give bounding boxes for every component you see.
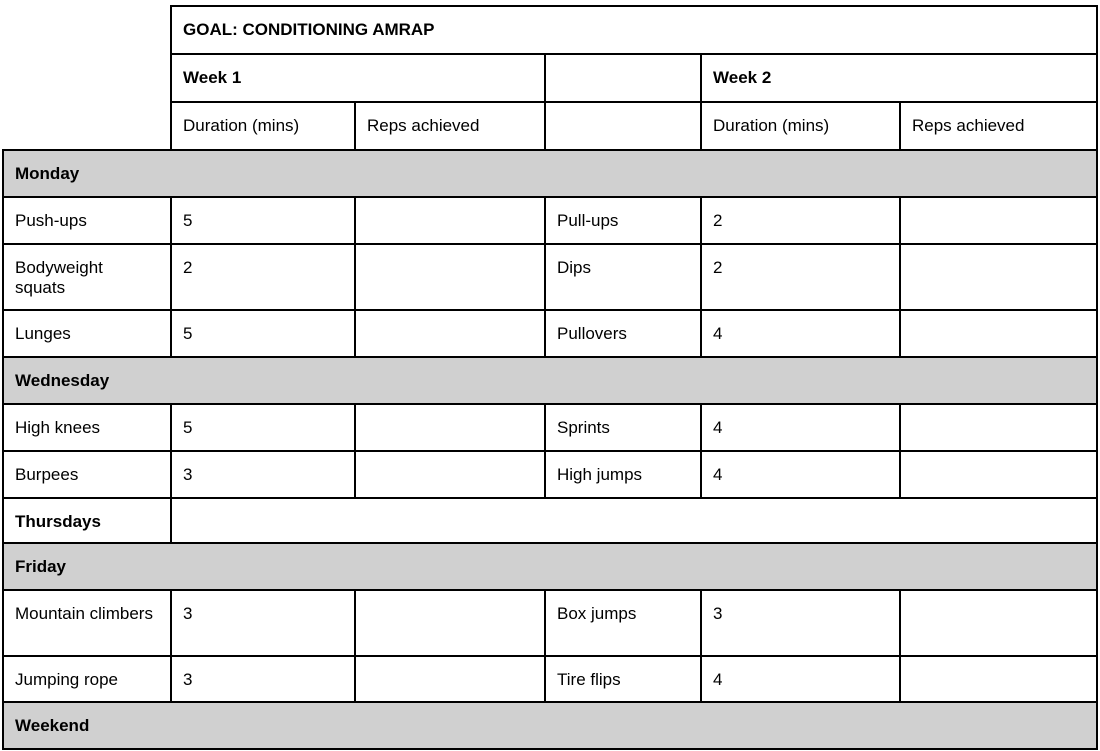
- grid-line: [3, 149, 1098, 151]
- exercise-week1: Mountain climbers: [15, 604, 153, 623]
- duration-week2: 2: [713, 211, 723, 230]
- duration-week2: 2: [713, 258, 723, 277]
- grid-line: [544, 589, 546, 703]
- grid-line: [170, 403, 172, 544]
- grid-line: [354, 589, 356, 703]
- grid-line: [170, 5, 172, 151]
- grid-line: [899, 101, 901, 151]
- exercise-week2: Tire flips: [557, 670, 621, 689]
- grid-line: [1096, 5, 1098, 750]
- table-row: [3, 197, 1098, 244]
- duration-week1: 3: [183, 465, 193, 484]
- table-row: [3, 310, 1098, 357]
- grid-line: [3, 196, 1098, 198]
- week1-label: Week 1: [183, 68, 242, 87]
- grid-line: [3, 655, 1098, 657]
- day-row-weekend: [3, 702, 1098, 749]
- grid-line: [899, 589, 901, 703]
- grid-line: [700, 53, 702, 151]
- exercise-week1: Push-ups: [15, 211, 87, 230]
- duration-week1: 3: [183, 670, 193, 689]
- week2-reps-header: [900, 102, 1098, 150]
- table-row: [3, 404, 1098, 451]
- grid-line: [3, 701, 1098, 703]
- exercise-week2: Dips: [557, 258, 592, 277]
- week1-header-cell: [171, 54, 545, 102]
- table-row: [3, 451, 1098, 498]
- day-label-wednesday: Wednesday: [15, 371, 110, 390]
- day-label-thursday: Thursdays: [15, 512, 101, 531]
- column-header: Reps achieved: [912, 116, 1025, 135]
- grid-line: [354, 101, 356, 151]
- week2-header-cell: [701, 54, 1098, 102]
- duration-week1: 3: [183, 604, 193, 623]
- grid-line: [3, 589, 1098, 591]
- grid-line: [700, 403, 702, 499]
- grid-line: [544, 403, 546, 499]
- day-row-friday: [3, 543, 1098, 590]
- grid-line: [170, 589, 172, 703]
- goal-title-cell: [171, 6, 1098, 54]
- day-label-friday: Friday: [15, 557, 67, 576]
- grid-line: [3, 497, 1098, 499]
- duration-week2: 4: [713, 670, 723, 689]
- day-row-monday: [3, 150, 1098, 197]
- grid-line: [899, 403, 901, 499]
- grid-line: [899, 196, 901, 358]
- exercise-week1: Lunges: [15, 324, 71, 343]
- goal-title: GOAL: CONDITIONING AMRAP: [183, 20, 435, 39]
- duration-week2: 4: [713, 324, 723, 343]
- exercise-week1: Bodyweight squats: [15, 258, 103, 297]
- exercise-week1: High knees: [15, 418, 101, 437]
- exercise-week2: High jumps: [557, 465, 643, 484]
- duration-week1: 5: [183, 418, 193, 437]
- grid-line: [3, 309, 1098, 311]
- exercise-week2: Pull-ups: [557, 211, 619, 230]
- duration-week2: 3: [713, 604, 723, 623]
- day-row-thursday: [3, 498, 171, 543]
- grid-line: [3, 450, 1098, 452]
- grid-line: [544, 196, 546, 358]
- week2-label: Week 2: [713, 68, 772, 87]
- week2-duration-header: [701, 102, 900, 150]
- grid-line: [700, 589, 702, 703]
- grid-line: [354, 196, 356, 358]
- week1-reps-header: [355, 102, 545, 150]
- grid-line: [3, 356, 1098, 358]
- grid-line: [3, 748, 1098, 750]
- grid-line: [3, 403, 1098, 405]
- column-header: Reps achieved: [367, 116, 480, 135]
- exercise-week1: Burpees: [15, 465, 79, 484]
- duration-week1: 5: [183, 211, 193, 230]
- duration-week2: 4: [713, 465, 723, 484]
- exercise-week2: Box jumps: [557, 604, 637, 623]
- duration-week1: 2: [183, 258, 193, 277]
- duration-week2: 4: [713, 418, 723, 437]
- grid-line: [170, 5, 1098, 7]
- grid-line: [2, 149, 4, 750]
- grid-line: [170, 196, 172, 358]
- table-row: [3, 656, 1098, 702]
- column-header: Duration (mins): [713, 116, 830, 135]
- exercise-week2: Sprints: [557, 418, 610, 437]
- duration-week1: 5: [183, 324, 193, 343]
- exercise-week2: Pullovers: [557, 324, 627, 343]
- grid-line: [544, 53, 546, 151]
- day-label-monday: Monday: [15, 164, 80, 183]
- table-row: [3, 244, 1098, 310]
- table-row: [3, 590, 1098, 656]
- column-header: Duration (mins): [183, 116, 300, 135]
- day-label-weekend: Weekend: [15, 716, 90, 735]
- exercise-week1: Jumping rope: [15, 670, 119, 689]
- grid-line: [3, 243, 1098, 245]
- grid-line: [170, 53, 1098, 55]
- grid-line: [700, 196, 702, 358]
- grid-line: [170, 101, 1098, 103]
- grid-line: [354, 403, 356, 499]
- grid-line: [3, 542, 1098, 544]
- week1-duration-header: [171, 102, 355, 150]
- day-row-wednesday: [3, 357, 1098, 404]
